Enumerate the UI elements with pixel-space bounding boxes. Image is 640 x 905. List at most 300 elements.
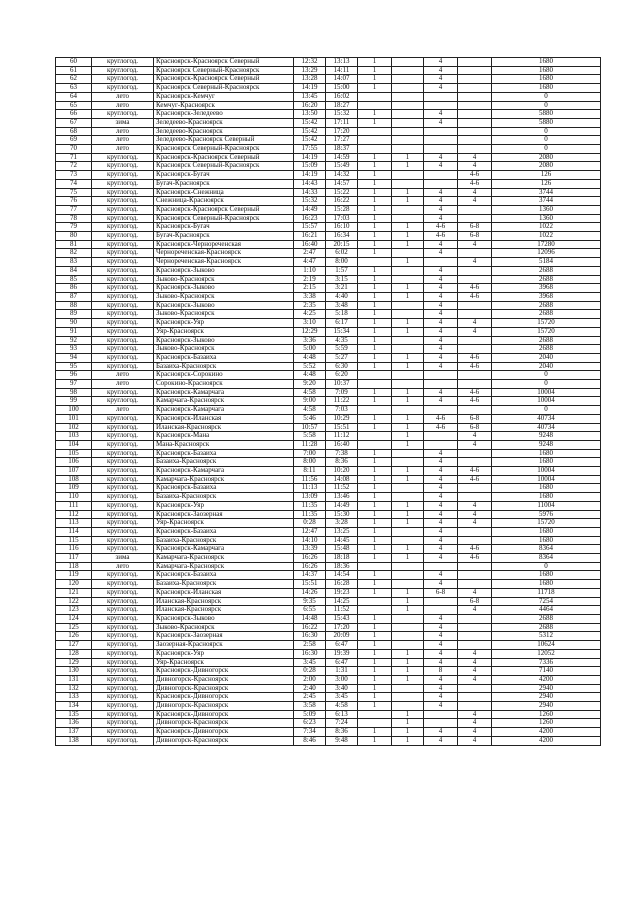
cell-amount: 2688 xyxy=(492,301,601,310)
cell-col-c: 4 xyxy=(424,310,458,319)
cell-season: круглогод. xyxy=(92,301,154,310)
cell-col-b: 1 xyxy=(392,353,424,362)
cell-departure-time: 11:13 xyxy=(294,484,326,493)
cell-col-a xyxy=(358,145,392,154)
cell-season: круглогод. xyxy=(92,649,154,658)
cell-departure-time: 4:25 xyxy=(294,310,326,319)
cell-col-b: 1 xyxy=(392,545,424,554)
cell-col-d xyxy=(458,205,492,214)
cell-col-d: 4-6 xyxy=(458,292,492,301)
cell-col-b: 1 xyxy=(392,606,424,615)
cell-route: Красноярск-Зыково xyxy=(154,615,294,624)
cell-departure-time: 14:33 xyxy=(294,188,326,197)
cell-col-b: 1 xyxy=(392,284,424,293)
cell-row-number: 126 xyxy=(56,632,92,641)
cell-col-d: 4 xyxy=(458,258,492,267)
cell-amount: 8364 xyxy=(492,554,601,563)
cell-row-number: 122 xyxy=(56,597,92,606)
cell-amount: 1680 xyxy=(492,493,601,502)
cell-row-number: 82 xyxy=(56,249,92,258)
cell-amount: 0 xyxy=(492,380,601,389)
table-row xyxy=(56,171,601,180)
cell-col-c xyxy=(424,371,458,380)
cell-season: зима xyxy=(92,118,154,127)
cell-col-b: 1 xyxy=(392,188,424,197)
cell-col-a: 1 xyxy=(358,414,392,423)
cell-route: Красноярск Северный-Красноярск xyxy=(154,145,294,154)
table-row xyxy=(56,319,601,328)
cell-row-number: 68 xyxy=(56,127,92,136)
cell-amount: 40734 xyxy=(492,414,601,423)
cell-arrival-time: 1:57 xyxy=(326,266,358,275)
cell-col-c: 4 xyxy=(424,571,458,580)
cell-arrival-time: 16:22 xyxy=(326,197,358,206)
cell-amount: 126 xyxy=(492,179,601,188)
cell-season: круглогод. xyxy=(92,232,154,241)
cell-col-a xyxy=(358,258,392,267)
cell-col-a xyxy=(358,136,392,145)
cell-departure-time: 8:46 xyxy=(294,736,326,745)
cell-col-d xyxy=(458,92,492,101)
cell-col-b: 1 xyxy=(392,258,424,267)
cell-col-c: 4 xyxy=(424,110,458,119)
table-row xyxy=(56,162,601,171)
cell-col-d xyxy=(458,118,492,127)
cell-col-d: 4-6 xyxy=(458,362,492,371)
cell-season: круглогод. xyxy=(92,719,154,728)
cell-col-a: 1 xyxy=(358,501,392,510)
cell-col-b xyxy=(392,536,424,545)
cell-col-b: 1 xyxy=(392,240,424,249)
cell-route: Красноярск-Мана xyxy=(154,432,294,441)
cell-col-a xyxy=(358,710,392,719)
cell-amount: 1680 xyxy=(492,449,601,458)
cell-col-c: 4 xyxy=(424,580,458,589)
cell-col-d: 4 xyxy=(458,667,492,676)
cell-arrival-time: 15:51 xyxy=(326,423,358,432)
cell-departure-time: 17:55 xyxy=(294,145,326,154)
cell-amount: 1680 xyxy=(492,571,601,580)
cell-col-c: 4 xyxy=(424,275,458,284)
table-row xyxy=(56,693,601,702)
cell-route: Снежница-Красноярск xyxy=(154,197,294,206)
table-row xyxy=(56,510,601,519)
table-row xyxy=(56,484,601,493)
cell-col-a xyxy=(358,380,392,389)
cell-row-number: 85 xyxy=(56,275,92,284)
cell-col-a xyxy=(358,101,392,110)
cell-col-d: 6-8 xyxy=(458,414,492,423)
cell-col-a: 1 xyxy=(358,693,392,702)
cell-season: лето xyxy=(92,145,154,154)
cell-col-b xyxy=(392,136,424,145)
cell-row-number: 104 xyxy=(56,440,92,449)
cell-col-a: 1 xyxy=(358,388,392,397)
cell-arrival-time: 8:36 xyxy=(326,728,358,737)
cell-season: круглогод. xyxy=(92,632,154,641)
cell-departure-time: 13:29 xyxy=(294,66,326,75)
table-row xyxy=(56,475,601,484)
cell-season: круглогод. xyxy=(92,345,154,354)
cell-row-number: 89 xyxy=(56,310,92,319)
table-row xyxy=(56,75,601,84)
cell-row-number: 60 xyxy=(56,58,92,67)
cell-route: Красноярск Северный-Красноярск xyxy=(154,214,294,223)
cell-col-d xyxy=(458,571,492,580)
cell-row-number: 127 xyxy=(56,641,92,650)
table-row xyxy=(56,432,601,441)
cell-col-c xyxy=(424,145,458,154)
cell-row-number: 106 xyxy=(56,458,92,467)
cell-row-number: 102 xyxy=(56,423,92,432)
cell-amount: 1260 xyxy=(492,719,601,728)
cell-col-b: 1 xyxy=(392,588,424,597)
cell-col-b xyxy=(392,571,424,580)
cell-row-number: 72 xyxy=(56,162,92,171)
cell-arrival-time: 17:20 xyxy=(326,127,358,136)
cell-col-b: 1 xyxy=(392,232,424,241)
cell-season: круглогод. xyxy=(92,510,154,519)
cell-col-d xyxy=(458,75,492,84)
cell-route: Красноярск-Камарчага xyxy=(154,545,294,554)
cell-col-a: 1 xyxy=(358,58,392,67)
cell-col-b xyxy=(392,127,424,136)
cell-route: Красноярск-Красноярск Северный xyxy=(154,58,294,67)
cell-departure-time: 15:32 xyxy=(294,197,326,206)
cell-col-d: 4-6 xyxy=(458,545,492,554)
cell-col-b: 1 xyxy=(392,658,424,667)
cell-amount: 2940 xyxy=(492,684,601,693)
table-row xyxy=(56,258,601,267)
cell-route: Красноярск-Красноярск Северный xyxy=(154,75,294,84)
cell-col-c: 4 xyxy=(424,66,458,75)
cell-col-c: 4 xyxy=(424,519,458,528)
cell-route: Красноярск-Камарчага xyxy=(154,388,294,397)
cell-col-c: 4 xyxy=(424,484,458,493)
cell-row-number: 70 xyxy=(56,145,92,154)
cell-amount: 4200 xyxy=(492,736,601,745)
cell-col-b xyxy=(392,458,424,467)
cell-col-d xyxy=(458,66,492,75)
cell-col-b xyxy=(392,214,424,223)
cell-arrival-time: 17:11 xyxy=(326,118,358,127)
cell-col-b xyxy=(392,615,424,624)
table-row xyxy=(56,467,601,476)
cell-col-b xyxy=(392,693,424,702)
cell-arrival-time: 3:28 xyxy=(326,519,358,528)
table-row xyxy=(56,658,601,667)
cell-col-d xyxy=(458,562,492,571)
cell-col-a: 1 xyxy=(358,580,392,589)
cell-departure-time: 11:35 xyxy=(294,510,326,519)
cell-season: лето xyxy=(92,136,154,145)
table-row xyxy=(56,597,601,606)
table-row xyxy=(56,397,601,406)
cell-col-b: 1 xyxy=(392,223,424,232)
cell-col-a: 1 xyxy=(358,641,392,650)
cell-row-number: 101 xyxy=(56,414,92,423)
cell-route: Уяр-Красноярск xyxy=(154,658,294,667)
cell-season: круглогод. xyxy=(92,493,154,502)
cell-season: круглогод. xyxy=(92,675,154,684)
cell-departure-time: 13:39 xyxy=(294,545,326,554)
table-row xyxy=(56,118,601,127)
table-row xyxy=(56,292,601,301)
cell-route: Зеледеево-Красноярск xyxy=(154,127,294,136)
cell-col-c: 4 xyxy=(424,153,458,162)
table-row xyxy=(56,684,601,693)
table-row xyxy=(56,545,601,554)
cell-col-c: 4 xyxy=(424,336,458,345)
cell-arrival-time: 1:31 xyxy=(326,667,358,676)
cell-col-b xyxy=(392,406,424,415)
cell-col-b xyxy=(392,58,424,67)
table-row xyxy=(56,736,601,745)
cell-season: круглогод. xyxy=(92,641,154,650)
cell-col-a xyxy=(358,597,392,606)
cell-col-d xyxy=(458,301,492,310)
cell-arrival-time: 3:15 xyxy=(326,275,358,284)
cell-row-number: 84 xyxy=(56,266,92,275)
cell-arrival-time: 6:02 xyxy=(326,249,358,258)
cell-arrival-time: 16:28 xyxy=(326,580,358,589)
cell-col-c: 4 xyxy=(424,615,458,624)
cell-col-d xyxy=(458,371,492,380)
cell-col-d xyxy=(458,458,492,467)
table-row xyxy=(56,153,601,162)
cell-row-number: 95 xyxy=(56,362,92,371)
cell-route: Иланская-Красноярск xyxy=(154,597,294,606)
cell-row-number: 80 xyxy=(56,232,92,241)
cell-col-d xyxy=(458,406,492,415)
cell-departure-time: 13:50 xyxy=(294,110,326,119)
cell-amount: 3744 xyxy=(492,197,601,206)
cell-col-c: 4 xyxy=(424,266,458,275)
cell-season: круглогод. xyxy=(92,728,154,737)
cell-season: круглогод. xyxy=(92,588,154,597)
cell-season: круглогод. xyxy=(92,623,154,632)
cell-route: Зыково-Красноярск xyxy=(154,310,294,319)
schedule-rows xyxy=(56,58,601,746)
cell-col-d xyxy=(458,249,492,258)
cell-amount: 1360 xyxy=(492,205,601,214)
cell-route: Красноярск-Уяр xyxy=(154,501,294,510)
cell-departure-time: 8:11 xyxy=(294,467,326,476)
cell-arrival-time: 11:52 xyxy=(326,606,358,615)
cell-departure-time: 14:19 xyxy=(294,84,326,93)
cell-col-a: 1 xyxy=(358,345,392,354)
cell-arrival-time: 14:08 xyxy=(326,475,358,484)
cell-col-b: 1 xyxy=(392,423,424,432)
cell-col-a xyxy=(358,371,392,380)
cell-col-c: 4 xyxy=(424,501,458,510)
cell-route: Зыково-Красноярск xyxy=(154,345,294,354)
cell-col-d: 4 xyxy=(458,719,492,728)
cell-amount: 15720 xyxy=(492,519,601,528)
cell-col-d: 4-6 xyxy=(458,475,492,484)
cell-col-c: 4 xyxy=(424,493,458,502)
cell-row-number: 138 xyxy=(56,736,92,745)
cell-row-number: 125 xyxy=(56,623,92,632)
cell-row-number: 91 xyxy=(56,327,92,336)
cell-col-c: 8 xyxy=(424,667,458,676)
cell-season: круглогод. xyxy=(92,710,154,719)
table-row xyxy=(56,92,601,101)
cell-col-b: 1 xyxy=(392,501,424,510)
cell-col-c xyxy=(424,101,458,110)
cell-col-b: 1 xyxy=(392,467,424,476)
cell-arrival-time: 3:40 xyxy=(326,684,358,693)
cell-route: Дивногорск-Красноярск xyxy=(154,684,294,693)
table-row xyxy=(56,362,601,371)
table-row xyxy=(56,571,601,580)
cell-col-d: 6-8 xyxy=(458,423,492,432)
cell-route: Камарчага-Красноярск xyxy=(154,475,294,484)
cell-season: круглогод. xyxy=(92,432,154,441)
cell-departure-time: 1:10 xyxy=(294,266,326,275)
cell-route: Иланская-Красноярск xyxy=(154,606,294,615)
cell-row-number: 114 xyxy=(56,527,92,536)
cell-arrival-time: 4:35 xyxy=(326,336,358,345)
cell-row-number: 123 xyxy=(56,606,92,615)
cell-arrival-time: 7:38 xyxy=(326,449,358,458)
cell-amount: 5976 xyxy=(492,510,601,519)
cell-season: круглогод. xyxy=(92,597,154,606)
cell-departure-time: 5:52 xyxy=(294,362,326,371)
cell-departure-time: 13:45 xyxy=(294,92,326,101)
cell-col-a: 1 xyxy=(358,188,392,197)
cell-season: круглогод. xyxy=(92,667,154,676)
cell-col-c: 4 xyxy=(424,702,458,711)
cell-amount: 2080 xyxy=(492,153,601,162)
schedule-table xyxy=(55,57,601,746)
cell-route: Красноярск-Базаиха xyxy=(154,527,294,536)
cell-departure-time: 15:42 xyxy=(294,127,326,136)
cell-col-b: 1 xyxy=(392,397,424,406)
cell-arrival-time: 15:48 xyxy=(326,545,358,554)
table-row xyxy=(56,423,601,432)
cell-arrival-time: 15:28 xyxy=(326,205,358,214)
cell-route: Красноярск-Бугач xyxy=(154,171,294,180)
cell-amount: 10624 xyxy=(492,641,601,650)
cell-col-b xyxy=(392,380,424,389)
cell-route: Красноярск-Камарчага xyxy=(154,406,294,415)
cell-col-c xyxy=(424,179,458,188)
cell-row-number: 103 xyxy=(56,432,92,441)
cell-season: круглогод. xyxy=(92,449,154,458)
cell-season: зима xyxy=(92,554,154,563)
cell-col-b xyxy=(392,580,424,589)
cell-departure-time: 15:57 xyxy=(294,223,326,232)
cell-departure-time: 9:35 xyxy=(294,597,326,606)
cell-departure-time: 13:28 xyxy=(294,75,326,84)
cell-amount: 1022 xyxy=(492,232,601,241)
cell-season: круглогод. xyxy=(92,519,154,528)
cell-departure-time: 5:09 xyxy=(294,710,326,719)
cell-row-number: 73 xyxy=(56,171,92,180)
cell-row-number: 88 xyxy=(56,301,92,310)
cell-col-b xyxy=(392,623,424,632)
cell-departure-time: 4:48 xyxy=(294,371,326,380)
cell-arrival-time: 17:27 xyxy=(326,136,358,145)
cell-season: круглогод. xyxy=(92,423,154,432)
cell-amount: 2688 xyxy=(492,336,601,345)
cell-col-b: 1 xyxy=(392,319,424,328)
cell-col-b: 1 xyxy=(392,667,424,676)
cell-route: Базаиха-Красноярск xyxy=(154,580,294,589)
cell-col-d: 6-8 xyxy=(458,223,492,232)
cell-route: Красноярск-Снежница xyxy=(154,188,294,197)
cell-col-d: 4 xyxy=(458,658,492,667)
cell-season: круглогод. xyxy=(92,397,154,406)
cell-col-c: 4 xyxy=(424,249,458,258)
cell-arrival-time: 14:49 xyxy=(326,501,358,510)
cell-col-a: 1 xyxy=(358,736,392,745)
cell-col-a: 1 xyxy=(358,536,392,545)
cell-col-c: 4-6 xyxy=(424,223,458,232)
cell-col-c xyxy=(424,380,458,389)
cell-season: круглогод. xyxy=(92,153,154,162)
cell-row-number: 134 xyxy=(56,702,92,711)
table-row xyxy=(56,58,601,67)
cell-col-d: 4 xyxy=(458,736,492,745)
cell-col-b: 1 xyxy=(392,519,424,528)
cell-col-b: 1 xyxy=(392,414,424,423)
cell-route: Чернореченская-Красноярск xyxy=(154,258,294,267)
cell-departure-time: 16:22 xyxy=(294,623,326,632)
cell-row-number: 76 xyxy=(56,197,92,206)
cell-departure-time: 14:49 xyxy=(294,205,326,214)
cell-arrival-time: 16:40 xyxy=(326,440,358,449)
cell-col-d: 6-8 xyxy=(458,597,492,606)
cell-row-number: 71 xyxy=(56,153,92,162)
cell-row-number: 135 xyxy=(56,710,92,719)
cell-col-a: 1 xyxy=(358,223,392,232)
cell-route: Базаиха-Красноярск xyxy=(154,493,294,502)
cell-amount: 4200 xyxy=(492,728,601,737)
cell-season: круглогод. xyxy=(92,275,154,284)
cell-col-d xyxy=(458,536,492,545)
cell-arrival-time: 15:22 xyxy=(326,188,358,197)
cell-row-number: 99 xyxy=(56,397,92,406)
cell-season: лето xyxy=(92,562,154,571)
cell-col-a: 1 xyxy=(358,353,392,362)
cell-col-c: 4 xyxy=(424,345,458,354)
cell-route: Красноярск-Заозерная xyxy=(154,510,294,519)
cell-departure-time: 2:35 xyxy=(294,301,326,310)
cell-col-c: 4 xyxy=(424,649,458,658)
cell-departure-time: 2:47 xyxy=(294,249,326,258)
cell-col-b: 1 xyxy=(392,388,424,397)
cell-col-b xyxy=(392,171,424,180)
cell-row-number: 129 xyxy=(56,658,92,667)
cell-amount: 2940 xyxy=(492,702,601,711)
cell-row-number: 128 xyxy=(56,649,92,658)
cell-col-d: 4 xyxy=(458,510,492,519)
cell-season: круглогод. xyxy=(92,545,154,554)
cell-route: Дивногорск-Красноярск xyxy=(154,702,294,711)
table-row xyxy=(56,606,601,615)
cell-col-c: 4 xyxy=(424,536,458,545)
cell-col-a: 1 xyxy=(358,623,392,632)
cell-arrival-time: 6:20 xyxy=(326,371,358,380)
cell-arrival-time: 15:34 xyxy=(326,327,358,336)
cell-arrival-time: 14:54 xyxy=(326,571,358,580)
cell-col-c xyxy=(424,562,458,571)
cell-amount: 2688 xyxy=(492,275,601,284)
table-row xyxy=(56,301,601,310)
cell-season: лето xyxy=(92,371,154,380)
